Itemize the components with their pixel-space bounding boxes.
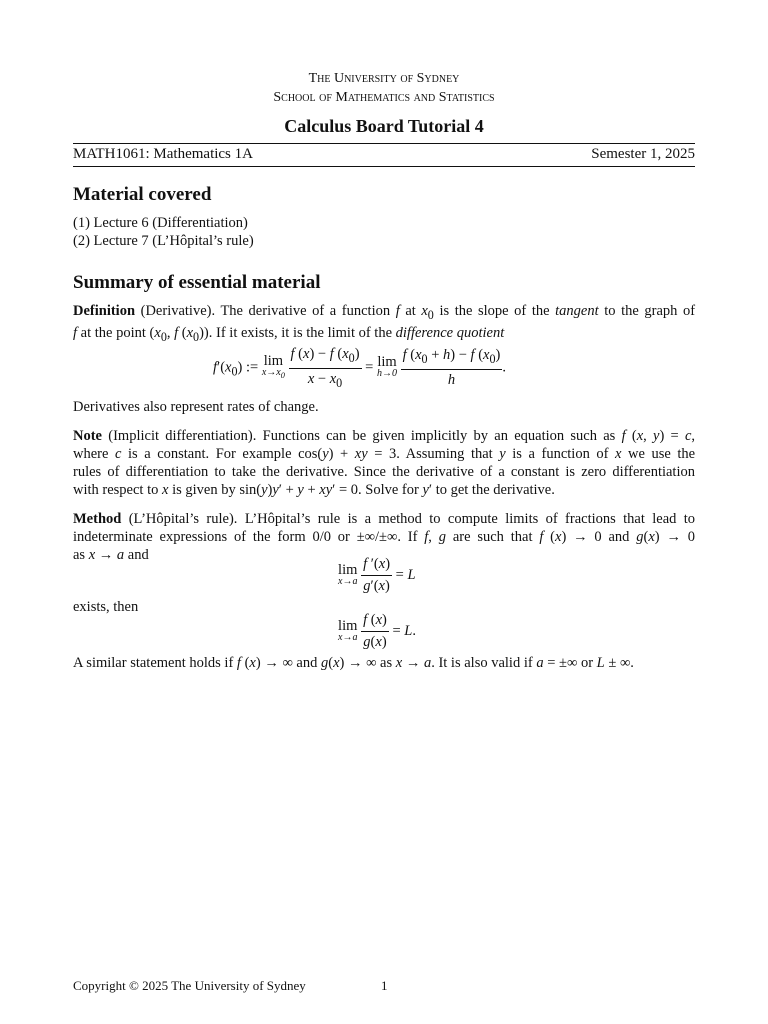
derivative-equation: $f'(x_0)$ := lim $x\to x_0$ $\frac{f (x) - f (x_0)}{x - x_0}$ = lim h→0 $\frac{f (x_0 + h) - f (x_0)}{h}$ . bbox=[213, 346, 506, 390]
document-title: Calculus Board Tutorial 4 bbox=[284, 116, 484, 136]
course-row bbox=[73, 146, 695, 163]
similar-statement: A similar statement holds if f (x) → ∞ and g(x) → ∞ as x → a. It is also valid if a = ±∞ or L ± ∞. bbox=[73, 655, 634, 671]
semester: Semester 1, 2025 bbox=[591, 146, 695, 162]
bottom-rule bbox=[73, 166, 695, 167]
section-heading-material: Material covered bbox=[73, 184, 212, 205]
lhopital-equation-1: lim x→a $\frac{f '(x)}{g'(x)}$ = L bbox=[338, 556, 416, 594]
rates-of-change: Derivatives also represent rates of change. bbox=[73, 399, 319, 415]
top-rule bbox=[73, 143, 695, 144]
note-paragraph: Note (Implicit differentiation). Functions can be given implicitly by an equation such as f (x, y) = c, where c is a constant. For example cos(y) + xy = 3. Assuming that y is a function of x we use the rules of differentiation to take the derivative. Since the derivative of a constant is zero differentiation with respect to x is given by sin(y)y′ + y + xy′ = 0. Solve for y′ to get the derivative. bbox=[73, 428, 696, 498]
definition-label: Definition bbox=[73, 303, 136, 319]
method-paragraph: Method (L’Hôpital’s rule). L’Hôpital’s rule is a method to compute limits of fractions that lead to indeterminate expressions of the form 0/0 or ±∞/±∞. If f, g are such that f (x) → 0 and g(x) → 0 as x → a and bbox=[73, 511, 696, 563]
section-heading-summary: Summary of essential material bbox=[73, 272, 321, 293]
course-code: MATH1061: Mathematics 1A bbox=[73, 146, 253, 162]
material-list bbox=[73, 214, 254, 250]
method-label: Method bbox=[73, 511, 122, 527]
definition-paragraph: Definition (Derivative). The derivative of a function f at $x_0$ is the slope of the tangent to the graph of f at the point ($x_0$, f $(x_0)$). If it exists, it is the limit of the difference quotient bbox=[73, 303, 696, 344]
page-number: 1 bbox=[381, 978, 388, 993]
list-item: (1) Lecture 6 (Differentiation) bbox=[73, 215, 248, 231]
university-name: The University of Sydney bbox=[308, 71, 460, 86]
note-label: Note bbox=[73, 428, 102, 444]
copyright: Copyright © 2025 The University of Sydney bbox=[73, 978, 306, 993]
school-name: School of Mathematics and Statistics bbox=[273, 90, 495, 105]
lhopital-equation-2: lim x→a $\frac{f (x)}{g(x)}$ = L. bbox=[338, 612, 416, 650]
exists-then: exists, then bbox=[73, 599, 139, 615]
list-item: (2) Lecture 7 (L’Hôpital’s rule) bbox=[73, 233, 254, 249]
